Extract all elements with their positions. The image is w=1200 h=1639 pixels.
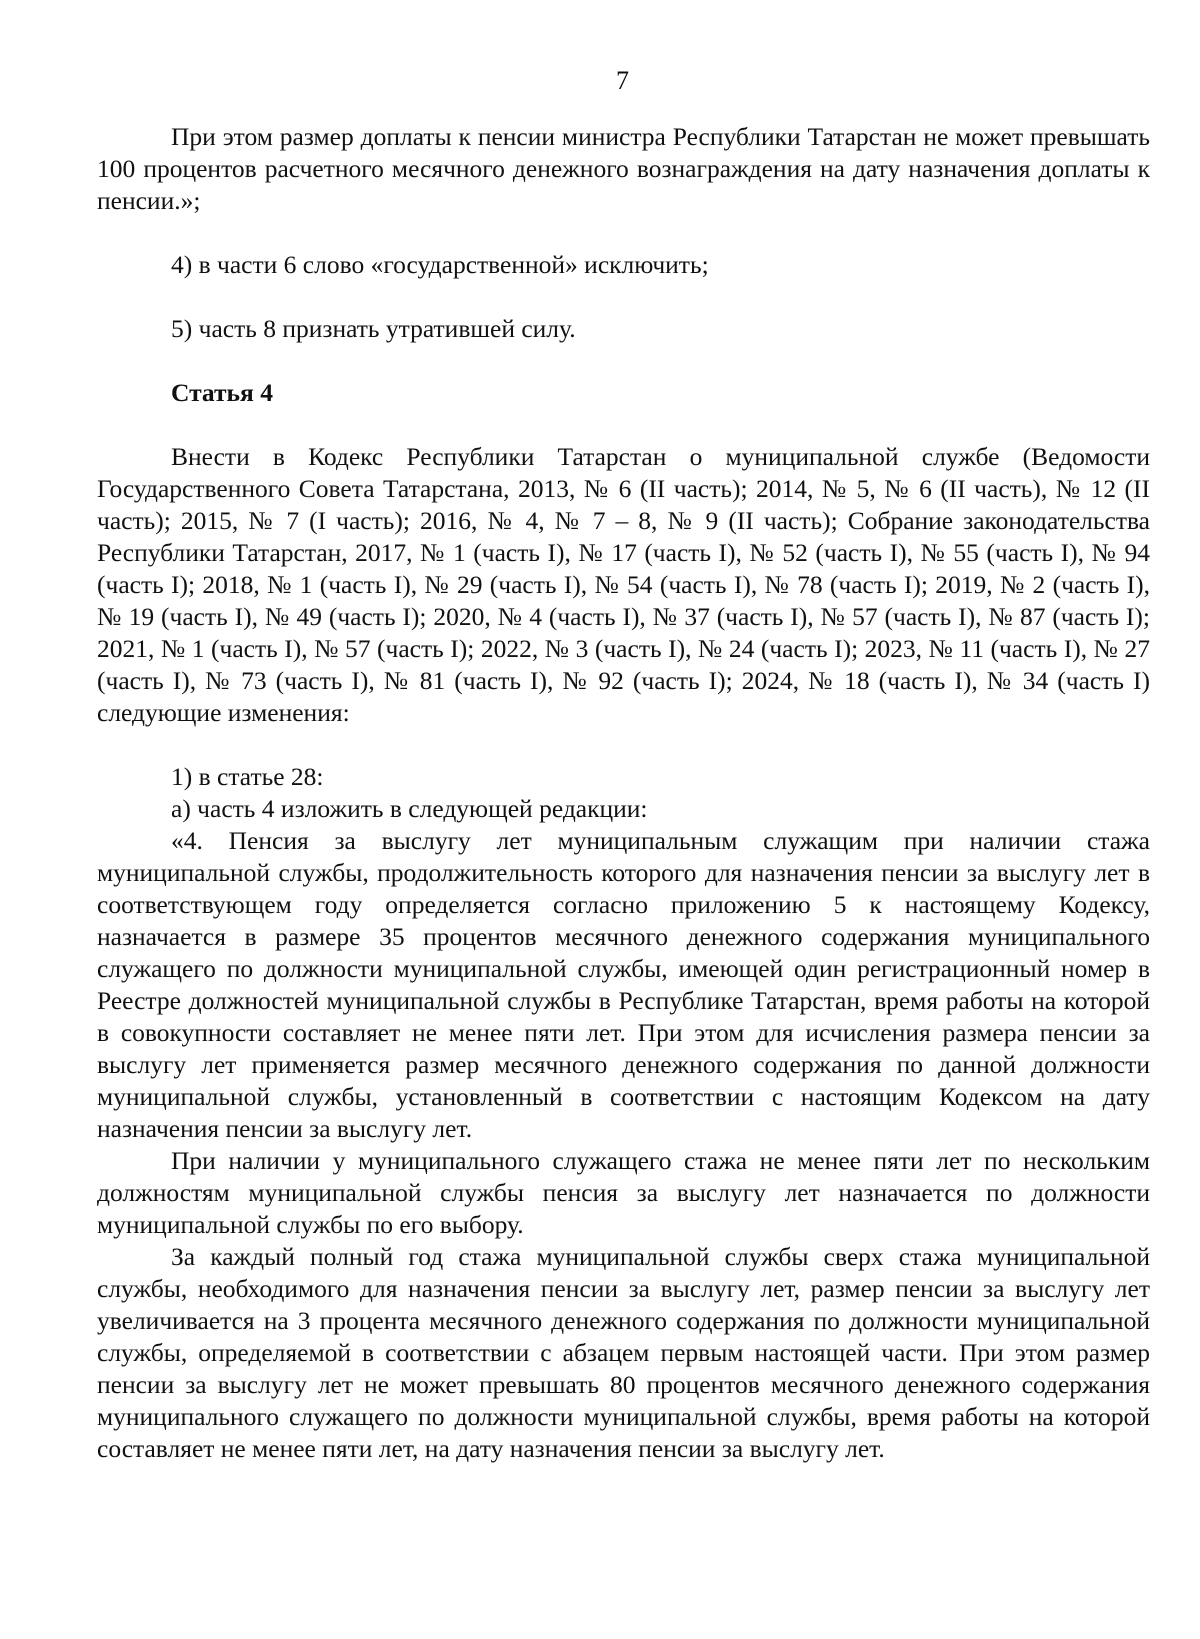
paragraph-article-28: 1) в статье 28: [171,762,324,791]
paragraph-multiple-positions: При наличии у муниципального служащего стажа не менее пяти лет по нескольким должностям муниципальной службы пенсия за выслугу лет назначается по должности муниципальной службы по его выбору. [97,1146,1150,1239]
paragraph-minister-pension-limit: При этом размер доплаты к пенсии министра Республики Татарстан не может превышать 100 процентов расчетного месячного денежного вознаграждения на дату назначения доплаты к пенсии.»; [97,122,1150,215]
paragraph-pension-increase: За каждый полный год стажа муниципальной службы сверх стажа муниципальной службы, необходимого для назначения пенсии за выслугу лет, размер пенсии за выслугу лет увеличивается на 3 процента месячного денежного содержания по должности муниципальной службы, определяемой в соответствии с абзацем первым настоящей части. При этом размер пенсии за выслугу лет не может превышать 80 процентов месячного денежного содержания муниципального служащего по должности муниципальной службы, время работы на которой составляет не менее пяти лет, на дату назначения пенсии за выслугу лет. [97,1242,1150,1463]
document-body [97,121,1150,1465]
paragraph-amendment-intro: Внести в Кодекс Республики Татарстан о муниципальной службе (Ведомости Государственного Совета Татарстана, 2013, № 6 (II часть); 2014, № 5, № 6 (II часть), № 12 (II часть); 2015, № 7 (I часть); 2016, № 4, № 7 – 8, № 9 (II часть); Собрание законодательства Республики Татарстан, 2017, № 1 (часть I), № 17 (часть I), № 52 (часть I), № 55 (часть I), № 94 (часть I); 2018, № 1 (часть I), № 29 (часть I), № 54 (часть I), № 78 (часть I); 2019, № 2 (часть I), № 19 (часть I), № 49 (часть I); 2020, № 4 (часть I), № 37 (часть I), № 57 (часть I), № 87 (часть I); 2021, № 1 (часть I), № 57 (часть I); 2022, № 3 (часть I), № 24 (часть I); 2023, № 11 (часть I), № 27 (часть I), № 73 (часть I), № 81 (часть I), № 92 (часть I); 2024, № 18 (часть I), № 34 (часть I) следующие изменения: [97,442,1150,727]
paragraph-item-4: 4) в части 6 слово «государственной» исключить; [171,250,709,279]
paragraph-item-5: 5) часть 8 признать утратившей силу. [171,314,576,343]
paragraph-pension-definition: «4. Пенсия за выслугу лет муниципальным служащим при наличии стажа муниципальной службы, продолжительность которого для назначения пенсии за выслугу лет в соответствующем году определяется согласно приложению 5 к настоящему Кодексу, назначается в размере 35 процентов месячного денежного содержания муниципального служащего по должности муниципальной службы, имеющей один регистрационный номер в Реестре должностей муниципальной службы в Республике Татарстан, время работы на которой в совокупности составляет не менее пяти лет. При этом для исчисления размера пенсии за выслугу лет применяется размер месячного денежного содержания по данной должности муниципальной службы, установленный в соответствии с настоящим Кодексом на дату назначения пенсии за выслугу лет. [97,826,1150,1143]
page-number: 7 [616,66,629,95]
article-heading: Статья 4 [171,378,273,407]
paragraph-part-4-edit: а) часть 4 изложить в следующей редакции: [171,794,648,823]
